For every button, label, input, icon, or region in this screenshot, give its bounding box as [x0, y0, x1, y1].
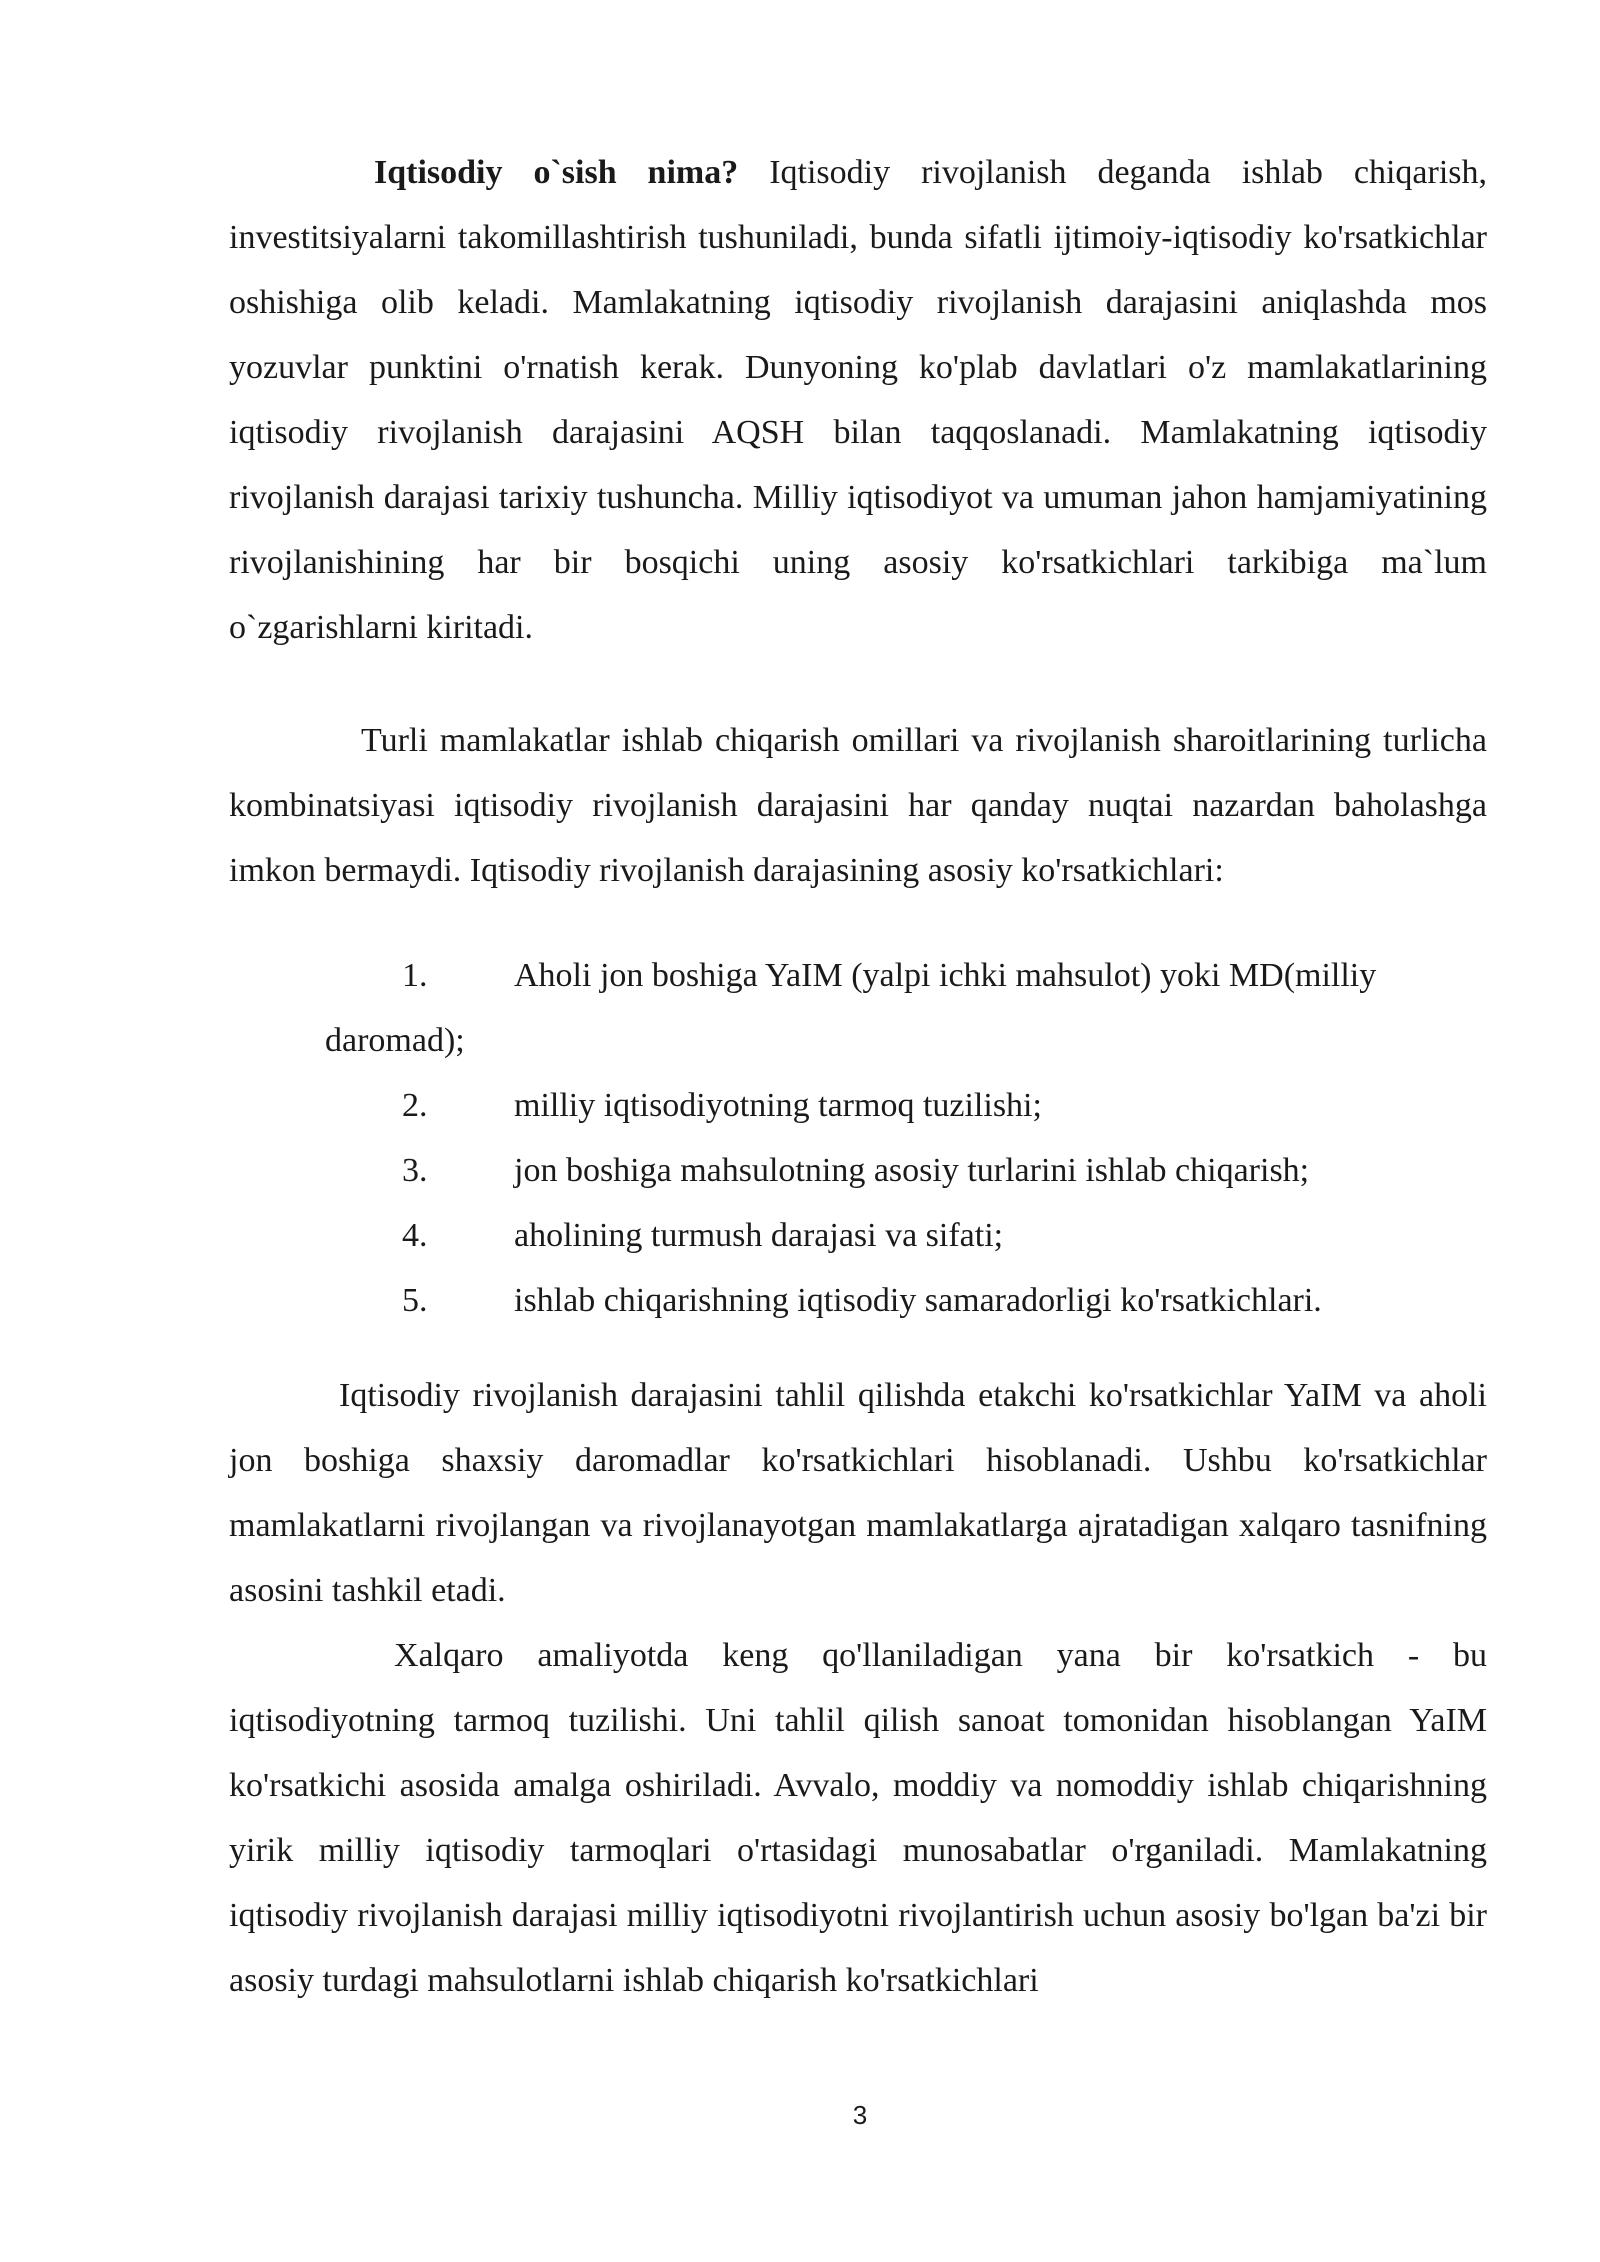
- list-item-text: milliy iqtisodiyotning tarmoq tuzilishi;: [514, 1087, 1042, 1124]
- list-item: [229, 1073, 1487, 1138]
- list-item-text: aholining turmush darajasi va sifati;: [514, 1217, 1004, 1254]
- paragraph-leading-indicators: Iqtisodiy rivojlanish darajasini tahlil qilishda etakchi ko'rsatkichlar YaIM va aholi jon boshiga shaxsiy daromadlar ko'rsatkichlari hisoblanadi. Ushbu ko'rsatkichlar mamlakatlarni rivojlangan va rivojlanayotgan mamlakatlarga ajratadigan xalqaro tasnifning asosini tashkil etadi.: [229, 1377, 1487, 1609]
- paragraph-sector-structure: Xalqaro amaliyotda keng qo'llaniladigan yana bir ko'rsatkich - bu iqtisodiyotning tarmoq tuzilishi. Uni tahlil qilish sanoat tomonidan hisoblangan YaIM ko'rsatkichi asosida amalga oshiriladi. Avvalo, moddiy va nomoddiy ishlab chiqarishning yirik milliy iqtisodiy tarmoqlari o'rtasidagi munosabatlar o'rganiladi. Mamlakatning iqtisodiy rivojlanish darajasi milliy iqtisodiyotni rivojlantirish uchun asosiy bo'lgan ba'zi bir asosiy turdagi mahsulotlarni ishlab chiqarish ko'rsatkichlari: [229, 1637, 1487, 1999]
- indicators-list: [229, 943, 1487, 1333]
- page-number: 3: [852, 2100, 868, 2130]
- list-item-continuation: daromad);: [325, 1022, 465, 1059]
- list-item: [229, 1138, 1487, 1203]
- list-item-number: 2.: [402, 1087, 428, 1124]
- list-item-text: jon boshiga mahsulotning asosiy turlarini ishlab chiqarish;: [514, 1152, 1310, 1189]
- list-item-text: Aholi jon boshiga YaIM (yalpi ichki mahsulot) yoki MD(milliy: [514, 957, 1377, 994]
- list-item: [229, 1268, 1487, 1333]
- document-body: [229, 140, 1487, 2013]
- paragraph-text: Iqtisodiy rivojlanish deganda ishlab chiqarish, investitsiyalarni takomillashtirish tushuniladi, bunda sifatli ijtimoiy-iqtisodiy ko'rsatkichlar oshishiga olib keladi. Mamlakatning iqtisodiy rivojlanish darajasini aniqlashda mos yozuvlar punktini o'rnatish kerak. Dunyoning ko'plab davlatlari o'z mamlakatlarining iqtisodiy rivojlanish darajasini AQSH bilan taqqoslanadi. Mamlakatning iqtisodiy rivojlanish darajasi tarixiy tushuncha. Milliy iqtisodiyot va umuman jahon hamjamiyatining rivojlanishining har bir bosqichi uning asosiy ko'rsatkichlari tarkibiga ma`lum o`zgarishlarni kiritadi.: [229, 154, 1487, 646]
- paragraph-lead-heading: Iqtisodiy o`sish nima?: [374, 154, 739, 191]
- list-item: [229, 943, 1487, 1073]
- list-item-text: ishlab chiqarishning iqtisodiy samaradorligi ko'rsatkichlari.: [514, 1282, 1322, 1319]
- list-item-number: 3.: [402, 1152, 428, 1189]
- list-item-number: 5.: [402, 1282, 428, 1319]
- paragraph-indicators-intro: Turli mamlakatlar ishlab chiqarish omillari va rivojlanish sharoitlarining turlicha kombinatsiyasi iqtisodiy rivojlanish darajasini har qanday nuqtai nazardan baholashga imkon bermaydi. Iqtisodiy rivojlanish darajasining asosiy ko'rsatkichlari:: [229, 722, 1487, 889]
- list-item: [229, 1203, 1487, 1268]
- paragraph-economic-growth: [229, 140, 1487, 660]
- list-item-number: 4.: [402, 1217, 428, 1254]
- list-item-number: 1.: [402, 957, 428, 994]
